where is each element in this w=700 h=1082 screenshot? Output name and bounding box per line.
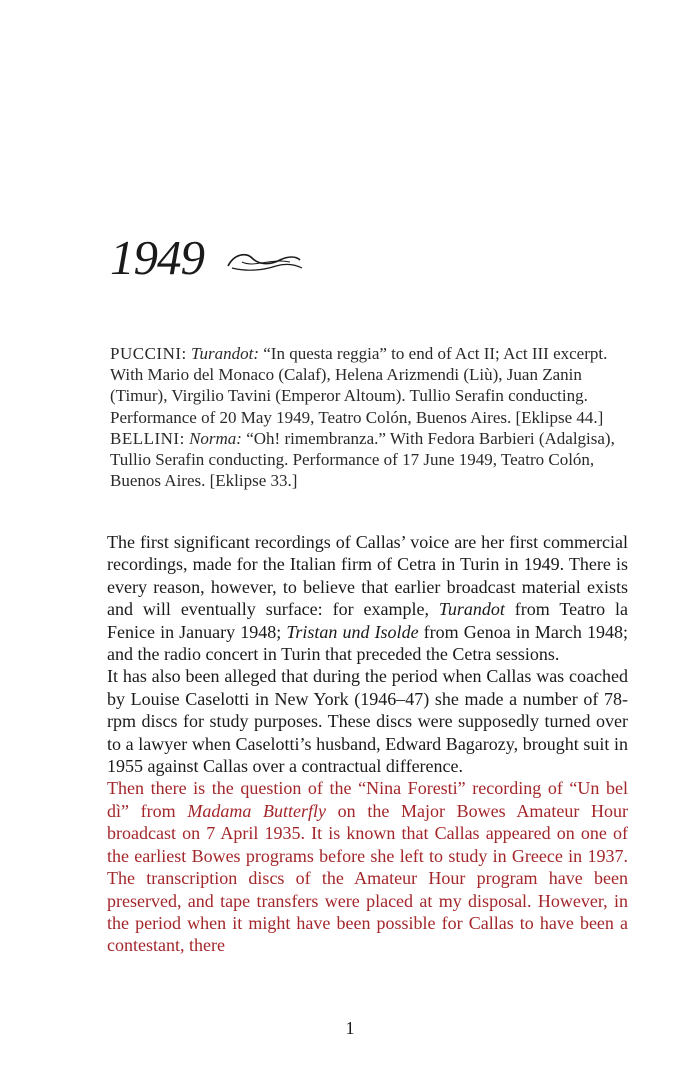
paragraph-highlighted: Then there is the question of the “Nina Foresti” recording of “Un bel dì” from Madama Butterfly on the Major Bowes Amateur Hour broadcast on 7 April 1935. It is known that Callas appeared on one of the earliest Bowes programs before she left to study in Greece in 1937. The transcription discs of the Amateur Hour program have been preserved, and tape transfers were placed at my disposal. However, in the period when it might have been possible for Callas to have been a contestant, there xyxy=(107,778,629,956)
composer: BELLINI: xyxy=(110,428,185,448)
entry-text: “In questa reggia” to end of Act II; Act III excerpt. With Mario del Monaco (Calaf), Helena Arizmendi (Liù), Juan Zanin (Timur), Virgilio Tavini (Emperor Altoum). Tullio Serafin conducting. Performance of 20 May 1949, Teatro Colón, Buenos Aires. [Eklipse 44.] xyxy=(110,344,608,427)
page-number: 1 xyxy=(345,1018,355,1038)
discography-entry xyxy=(110,428,638,492)
year-heading: 1949 xyxy=(110,230,204,285)
discography-block xyxy=(110,343,638,491)
entry-text: “Oh! rimembranza.” With Fedora Barbieri (Adalgisa), Tullio Serafin conducting. Performance of 17 June 1949, Teatro Colón, Buenos Aires. [Eklipse 33.] xyxy=(110,428,615,491)
paragraph: It has also been alleged that during the period when Callas was coached by Louise Caselotti in New York (1946–47) she made a number of 78-rpm discs for study purposes. These discs were supposedly turned over to a lawyer when Caselotti’s husband, Edward Bagarozy, brought suit in 1955 against Callas over a contractual difference. xyxy=(107,666,628,777)
ornament-swash-icon xyxy=(224,246,304,276)
discography-entry xyxy=(110,343,638,428)
paragraph: The first significant recordings of Callas’ voice are her first commercial recordings, made for the Italian firm of Cetra in Turin in 1949. There is every reason, however, to believe that earlier broadcast material exists and will eventually surface: for example, Turandot from Teatro la Fenice in January 1948; Tristan und Isolde from Genoa in March 1948; and the radio concert in Turin that preceded the Cetra sessions. xyxy=(107,532,628,665)
work-title: Turandot: xyxy=(190,344,260,363)
composer: PUCCINI: xyxy=(110,344,187,363)
work-title: Norma: xyxy=(189,428,242,448)
body-text xyxy=(107,531,628,957)
